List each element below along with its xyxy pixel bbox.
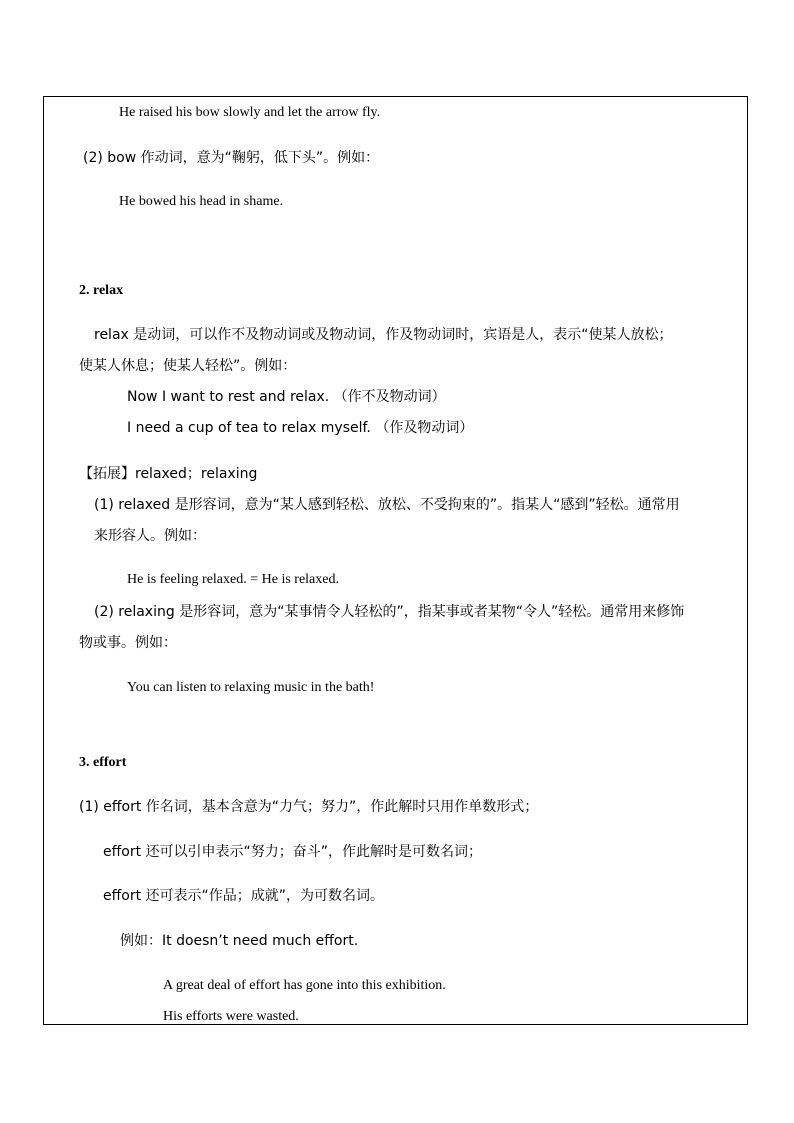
section-heading: 2. relax bbox=[79, 283, 124, 298]
definition-text: 使某人休息；使某人轻松”。例如： bbox=[79, 358, 297, 374]
section-heading: 3. effort bbox=[79, 755, 127, 770]
definition-text: effort 还可以引申表示“努力；奋斗”，作此解时是可数名词； bbox=[103, 844, 483, 860]
example-sentence: Now I want to rest and relax. （作不及物动词） bbox=[127, 389, 446, 405]
content-box bbox=[43, 96, 748, 1025]
definition-text: 来形容人。例如： bbox=[94, 528, 206, 544]
definition-text: 物或事。例如： bbox=[79, 635, 177, 651]
example-sentence: His efforts were wasted. bbox=[163, 1009, 299, 1024]
definition-text: (2) relaxing 是形容词，意为“某事情令人轻松的”，指某事或者某物“令人”轻松。通常用来修饰 bbox=[94, 604, 685, 620]
example-sentence: A great deal of effort has gone into this exhibition. bbox=[163, 978, 446, 993]
definition-text: relax 是动词，可以作不及物动词或及物动词，作及物动词时，宾语是人，表示“使某人放松； bbox=[94, 327, 673, 343]
extension-heading: 【拓展】relaxed；relaxing bbox=[79, 466, 258, 482]
example-sentence: 例如：It doesn’t need much effort. bbox=[120, 933, 359, 949]
example-sentence: He bowed his head in shame. bbox=[119, 194, 284, 209]
definition-text: (1) effort 作名词，基本含意为“力气；努力”，作此解时只用作单数形式； bbox=[79, 799, 539, 815]
definition-text: (1) relaxed 是形容词，意为“某人感到轻松、放松、不受拘束的”。指某人“感到”轻松。通常用 bbox=[94, 497, 680, 513]
example-sentence: I need a cup of tea to relax myself. （作及物动词） bbox=[127, 420, 474, 436]
example-sentence: He is feeling relaxed. = He is relaxed. bbox=[127, 572, 339, 587]
definition-text: (2) bow 作动词，意为“鞠躬，低下头”。例如： bbox=[83, 150, 380, 166]
example-sentence: He raised his bow slowly and let the arrow fly. bbox=[119, 105, 381, 120]
definition-text: effort 还可表示“作品；成就”，为可数名词。 bbox=[103, 888, 385, 904]
example-sentence: You can listen to relaxing music in the bath! bbox=[127, 680, 375, 695]
